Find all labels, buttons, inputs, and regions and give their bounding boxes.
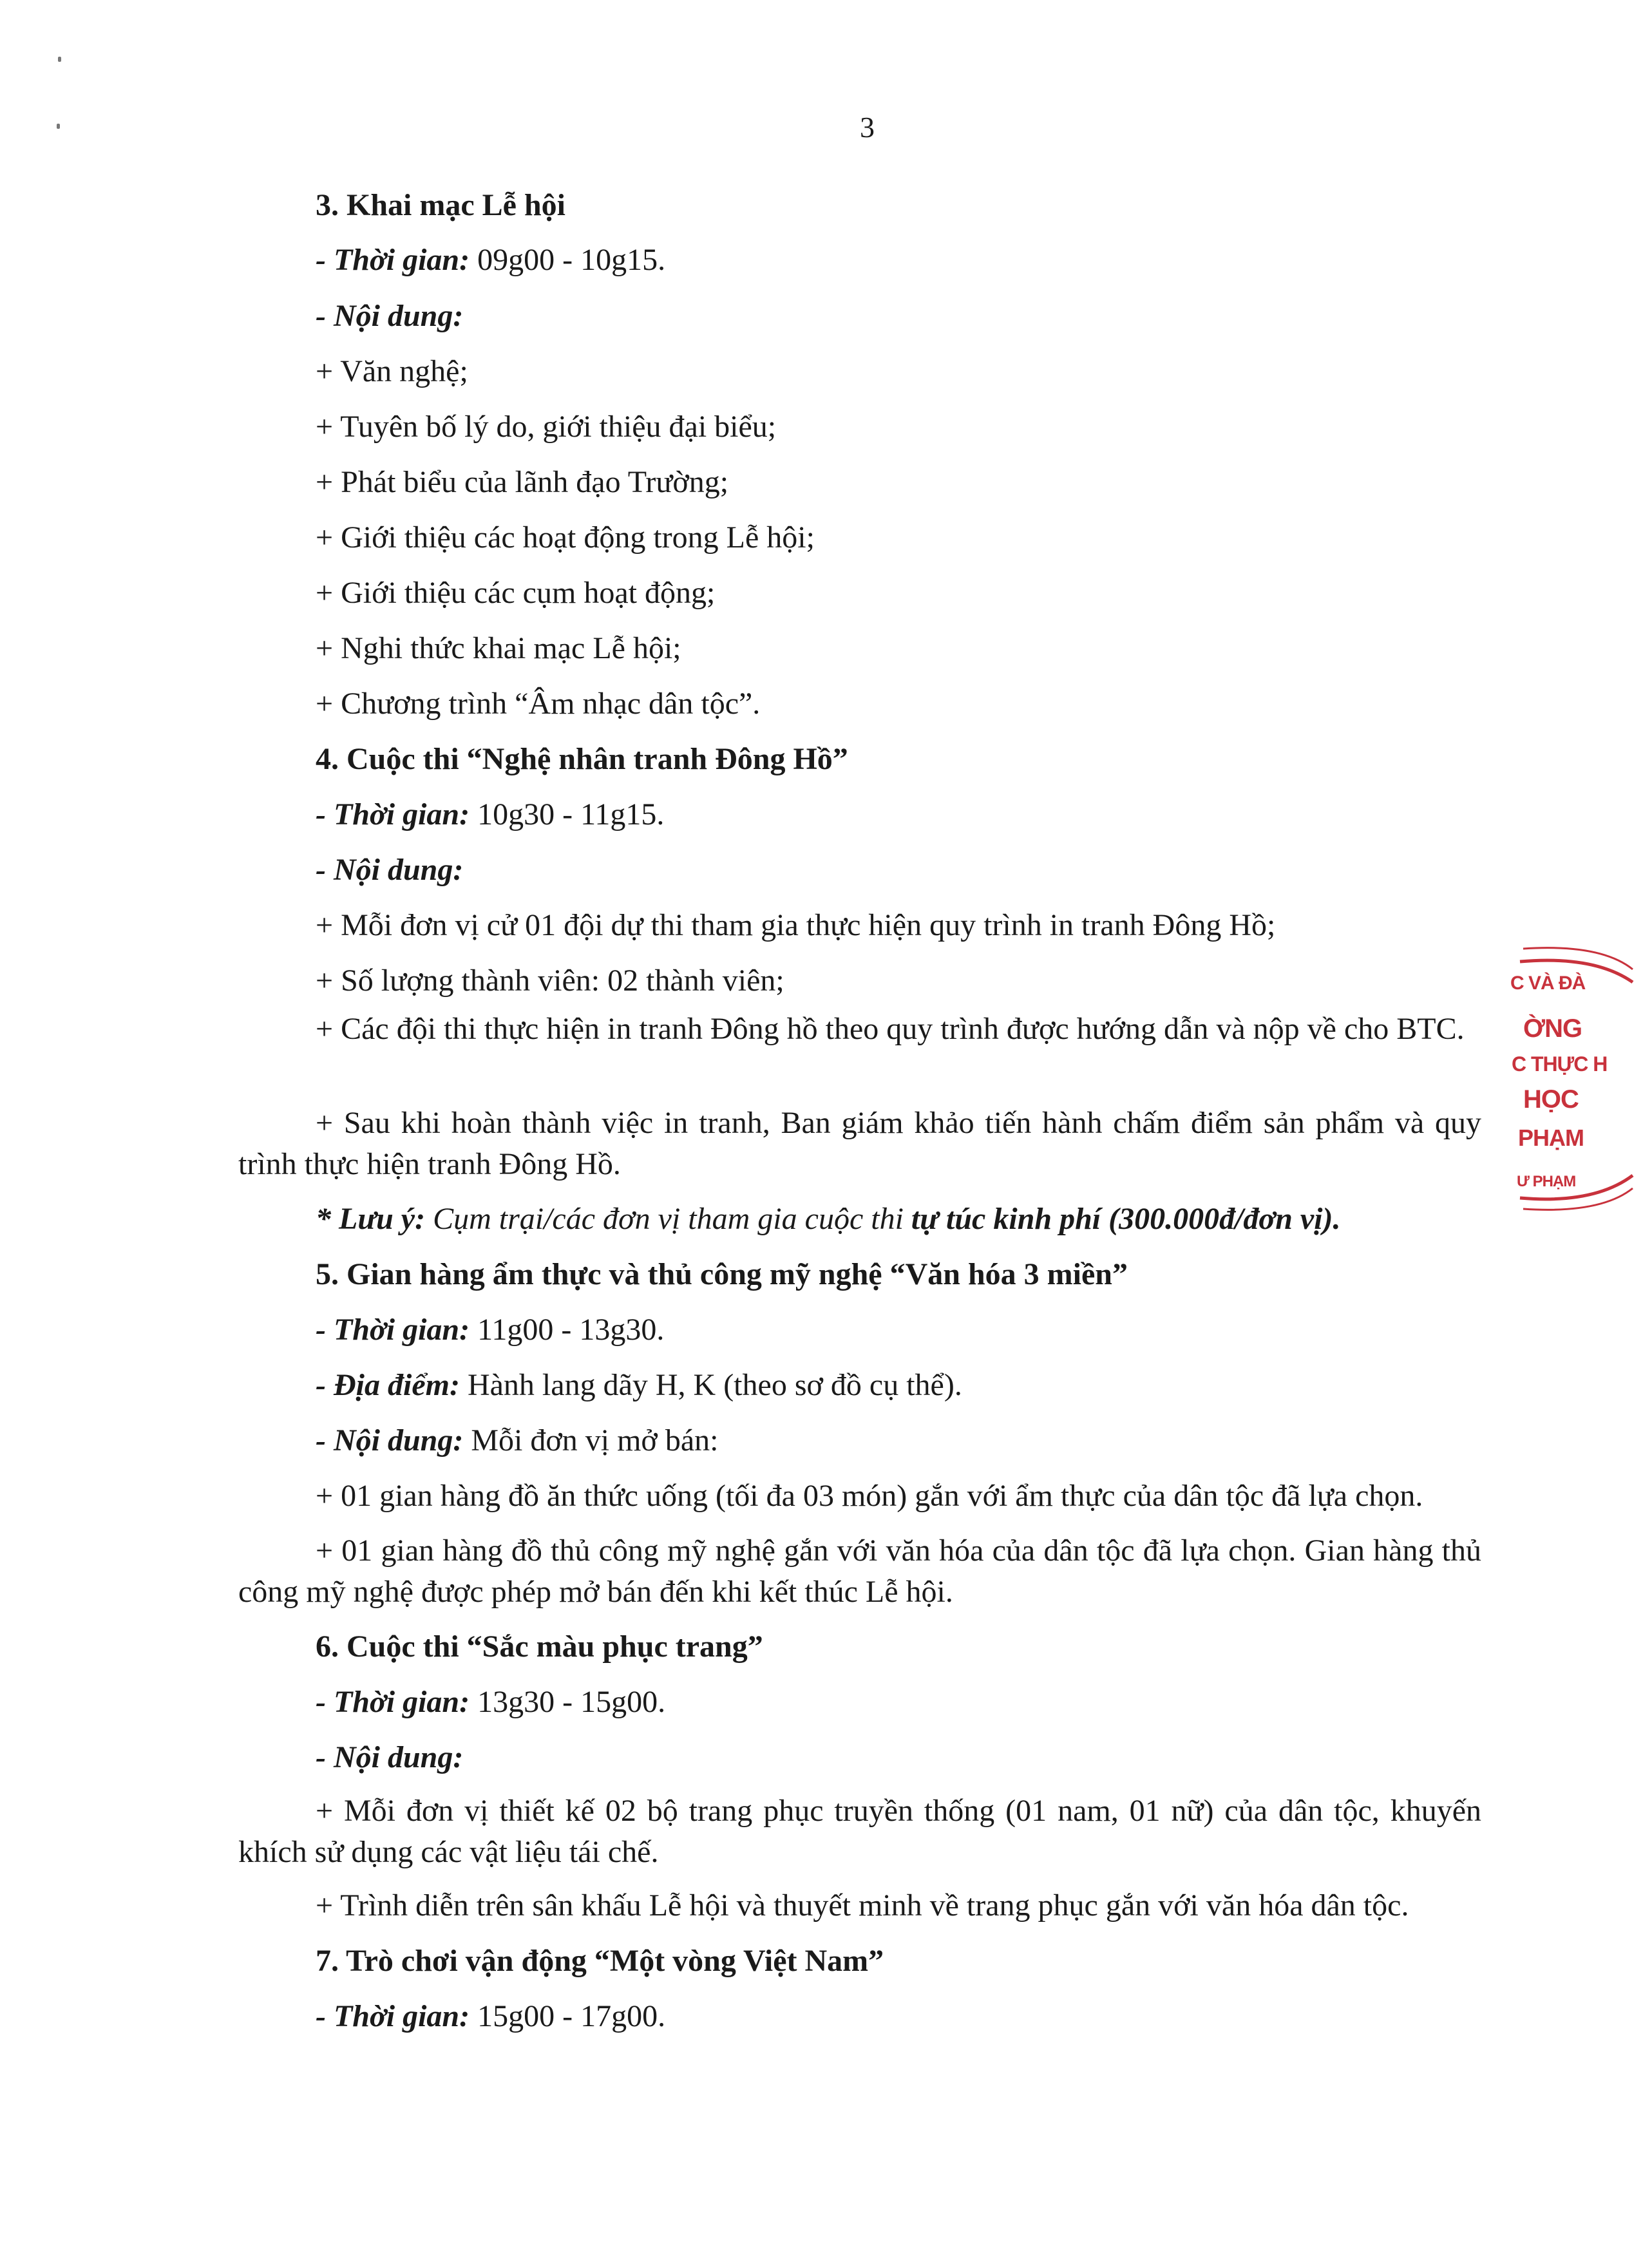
section-6-title: 6. Cuộc thi “Sắc màu phục trang” [316,1629,763,1664]
list-item: + Phát biểu của lãnh đạo Trường; [316,465,729,499]
seal-text: C THỰC H [1512,1052,1608,1076]
list-item-paragraph: + Mỗi đơn vị thiết kế 02 bộ trang phục truyền thống (01 nam, 01 nữ) của dân tộc, khuyến khích sử dụng các vật liệu tái chế. [238,1794,1481,1869]
section-7-title: 7. Trò chơi vận động “Một vòng Việt Nam” [316,1944,884,1978]
section-5-content [316,1422,718,1459]
place-label: - Địa điểm: [316,1368,460,1402]
section-5-title: 5. Gian hàng ẩm thực và thủ công mỹ nghệ “Văn hóa 3 miền” [316,1257,1128,1291]
section-3-title: 3. Khai mạc Lễ hội [316,188,566,222]
note-body: Cụm trại/các đơn vị tham gia cuộc thi [425,1202,911,1236]
scan-speck [58,57,61,62]
seal-text: ỜNG [1523,1014,1582,1043]
list-item: + Mỗi đơn vị cử 01 đội dự thi tham gia thực hiện quy trình in tranh Đông Hồ; [316,908,1276,942]
seal-text: HỌC [1523,1085,1579,1114]
section-4-title: 4. Cuộc thi “Nghệ nhân tranh Đông Hồ” [316,742,848,776]
official-seal [1504,944,1633,1214]
list-item: + Chương trình “Âm nhạc dân tộc”. [316,687,761,721]
section-5-place [316,1367,962,1404]
section-5-time [316,1311,664,1349]
time-value: 11g00 - 13g30. [470,1313,665,1347]
section-6-time [316,1684,665,1721]
page-number: 3 [860,111,875,144]
list-item-paragraph: + 01 gian hàng đồ thủ công mỹ nghệ gắn với văn hóa của dân tộc đã lựa chọn. Gian hàng thủ công mỹ nghệ được phép mở bán đến khi kết thúc Lễ hội. [238,1534,1481,1609]
content-value: Mỗi đơn vị mở bán: [463,1423,719,1458]
time-label: - Thời gian: [316,1685,470,1719]
section-3-content-label: - Nội dung: [316,299,464,333]
list-item: + Giới thiệu các hoạt động trong Lễ hội; [316,520,815,555]
list-item: + Văn nghệ; [316,354,468,388]
section-4-note [316,1201,1341,1238]
section-4-time [316,796,664,833]
seal-text: C VÀ ĐÀ [1510,973,1586,994]
list-item: + Tuyên bố lý do, giới thiệu đại biểu; [316,410,777,444]
list-item-paragraph: + Sau khi hoàn thành việc in tranh, Ban giám khảo tiến hành chấm điểm sản phẩm và quy trình thực hiện tranh Đông Hồ. [238,1106,1481,1181]
time-label: - Thời gian: [316,797,470,831]
note-emphasis: tự túc kinh phí (300.000đ/đơn vị). [911,1202,1341,1236]
list-item: + Số lượng thành viên: 02 thành viên; [316,964,784,998]
seal-text: PHẠM [1518,1125,1584,1151]
list-item: + Nghi thức khai mạc Lễ hội; [316,631,681,665]
time-value: 15g00 - 17g00. [470,1999,666,2033]
time-value: 13g30 - 15g00. [470,1685,666,1719]
content-label: - Nội dung: [316,1423,464,1458]
list-item: + Trình diễn trên sân khấu Lễ hội và thuyết minh về trang phục gắn với văn hóa dân tộc. [316,1888,1409,1923]
note-label: * Lưu ý: [316,1202,426,1236]
section-4-content-label: - Nội dung: [316,853,464,887]
time-value: 09g00 - 10g15. [470,243,666,277]
section-7-time [316,1998,665,2035]
place-value: Hành lang dãy H, K (theo sơ đồ cụ thể). [459,1368,962,1402]
list-item: + Giới thiệu các cụm hoạt động; [316,576,716,610]
scan-speck [57,124,60,129]
section-6-content-label: - Nội dung: [316,1740,464,1774]
section-3-time [316,242,665,279]
time-label: - Thời gian: [316,243,470,277]
time-label: - Thời gian: [316,1313,470,1347]
seal-text: Ư PHẠM [1517,1173,1576,1190]
time-label: - Thời gian: [316,1999,470,2033]
list-item-paragraph: + Các đội thi thực hiện in tranh Đông hồ theo quy trình được hướng dẫn và nộp về cho BTC. [316,1012,1465,1046]
list-item: + 01 gian hàng đồ ăn thức uống (tối đa 03 món) gắn với ẩm thực của dân tộc đã lựa chọn. [316,1479,1423,1513]
time-value: 10g30 - 11g15. [470,797,665,831]
